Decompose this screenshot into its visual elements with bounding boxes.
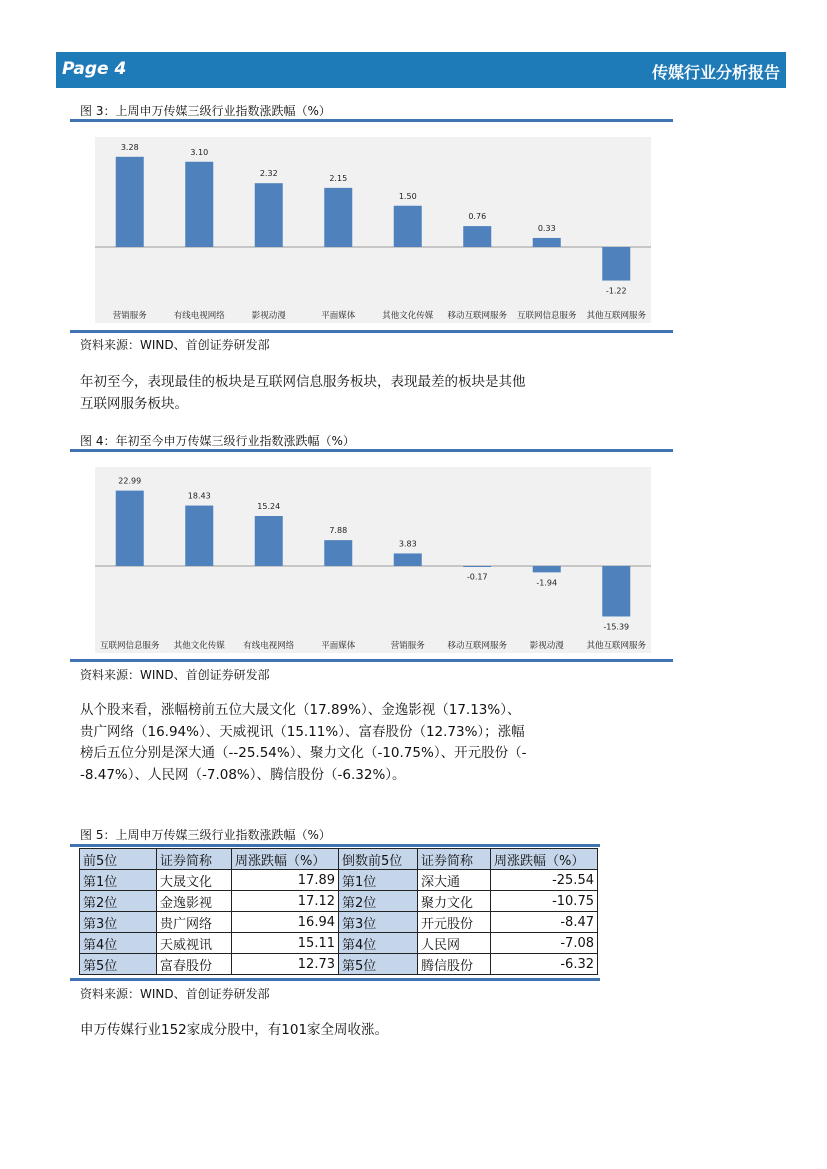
data-label-2: 18.43 (187, 491, 211, 501)
category-label-3: 影视动漫 (251, 311, 286, 321)
figure5-source: 资料来源：WIND、首创证券研发部 (80, 987, 270, 1001)
top-rank-cell: 第1位 (80, 870, 157, 891)
data-label-5: 3.83 (398, 539, 417, 549)
figure3-top-rule (70, 119, 673, 122)
category-label-2: 其他文化传媒 (173, 641, 225, 651)
top-rank-cell: 第5位 (80, 954, 157, 975)
header-bottom5-change: 周涨跌幅（%） (491, 849, 598, 870)
top-name-cell: 贵广网络 (157, 912, 232, 933)
category-label-5: 其他文化传媒 (382, 311, 434, 321)
figure5-bottom-rule (70, 978, 600, 981)
top-change-cell: 15.11 (232, 933, 339, 954)
category-label-4: 平面媒体 (321, 311, 356, 321)
bottom-name-cell: 聚力文化 (418, 891, 491, 912)
data-label-6: -0.17 (466, 572, 488, 582)
stock-ranking-table (79, 848, 598, 975)
bottom-change-cell: -6.32 (491, 954, 598, 975)
top-rank-cell: 第2位 (80, 891, 157, 912)
category-label-6: 移动互联网服务 (447, 311, 508, 321)
paragraph-stock-summary: 从个股来看，涨幅榜前五位大晟文化（17.89%）、金逸影视（17.13%）、贵广网络（16.94%）、天威视讯（15.11%）、富春股份（12.73%）；涨幅榜后五位分别是深大通（--25.54%）、聚力文化（-10.75%）、开元股份（--8.47%）、人民网（-7.08%）、腾信股份（-6.32%）。 (80, 702, 527, 783)
data-label-7: -1.94 (536, 578, 558, 588)
table-row (80, 870, 598, 891)
bar-3 (255, 516, 283, 566)
figure4-title: 图 4：年初至今申万传媒三级行业指数涨跌幅（%） (80, 434, 355, 448)
bar-6 (463, 566, 491, 567)
data-label-3: 15.24 (257, 502, 281, 512)
data-label-1: 3.28 (120, 142, 139, 152)
category-label-1: 营销服务 (112, 311, 147, 321)
data-label-8: -1.22 (605, 286, 627, 296)
data-label-7: 0.33 (537, 223, 556, 233)
bottom-rank-cell: 第3位 (339, 912, 418, 933)
header-top5-rank: 前5位 (80, 849, 157, 870)
category-label-8: 其他互联网服务 (586, 641, 647, 651)
bottom-name-cell: 人民网 (418, 933, 491, 954)
data-label-2: 3.10 (190, 147, 209, 157)
figure4-bottom-rule (70, 659, 673, 662)
top-rank-cell: 第4位 (80, 933, 157, 954)
data-label-5: 1.50 (398, 191, 417, 201)
top-change-cell: 12.73 (232, 954, 339, 975)
category-label-5: 营销服务 (390, 641, 425, 651)
top-name-cell: 富春股份 (157, 954, 232, 975)
figure3-title: 图 3：上周申万传媒三级行业指数涨跌幅（%） (80, 104, 331, 118)
category-label-7: 影视动漫 (529, 641, 564, 651)
data-label-6: 0.76 (468, 212, 487, 222)
figure4-source: 资料来源：WIND、首创证券研发部 (80, 668, 270, 682)
bar-7 (533, 566, 561, 572)
page-header (56, 52, 786, 88)
table-row (80, 933, 598, 954)
bar-5 (394, 553, 422, 566)
data-label-3: 2.32 (259, 169, 278, 179)
bar-5 (394, 206, 422, 247)
bottom-change-cell: -25.54 (491, 870, 598, 891)
bottom-rank-cell: 第5位 (339, 954, 418, 975)
top-name-cell: 金逸影视 (157, 891, 232, 912)
bottom-name-cell: 腾信股份 (418, 954, 491, 975)
top-name-cell: 天威视讯 (157, 933, 232, 954)
bar-1 (116, 491, 144, 566)
table-header-row (80, 849, 598, 870)
bottom-change-cell: -10.75 (491, 891, 598, 912)
bar-6 (463, 226, 491, 247)
bottom-rank-cell: 第2位 (339, 891, 418, 912)
category-label-1: 互联网信息服务 (99, 641, 160, 651)
data-label-1: 22.99 (118, 476, 142, 486)
category-label-6: 移动互联网服务 (447, 641, 508, 651)
bottom-name-cell: 开元股份 (418, 912, 491, 933)
bar-2 (185, 162, 213, 247)
table-row (80, 912, 598, 933)
header-bottom5-name: 证券简称 (418, 849, 491, 870)
category-label-8: 其他互联网服务 (586, 311, 647, 321)
category-label-3: 有线电视网络 (243, 641, 295, 651)
figure5-top-rule (70, 844, 600, 847)
figure3-bottom-rule (70, 330, 673, 333)
data-label-8: -15.39 (603, 622, 630, 632)
bar-8 (602, 566, 630, 616)
figure3-chart (95, 137, 651, 323)
header-top5-change: 周涨跌幅（%） (232, 849, 339, 870)
figure4-chart (95, 467, 651, 653)
bar-4 (324, 540, 352, 566)
paragraph-constituents: 申万传媒行业152家成分股中，有101家全周收涨。 (80, 1022, 389, 1038)
figure3-source: 资料来源：WIND、首创证券研发部 (80, 338, 270, 352)
bottom-change-cell: -7.08 (491, 933, 598, 954)
data-label-4: 7.88 (329, 526, 348, 536)
category-label-2: 有线电视网络 (173, 311, 225, 321)
page-number: Page 4 (62, 59, 127, 79)
data-label-4: 2.15 (329, 173, 348, 183)
figure5-title: 图 5：上周申万传媒三级行业指数涨跌幅（%） (80, 828, 331, 842)
bar-1 (116, 157, 144, 247)
report-title: 传媒行业分析报告 (651, 63, 780, 82)
bar-8 (602, 247, 630, 281)
bottom-rank-cell: 第4位 (339, 933, 418, 954)
top-change-cell: 17.89 (232, 870, 339, 891)
table-row (80, 954, 598, 975)
bar-2 (185, 506, 213, 566)
figure4-top-rule (70, 449, 673, 452)
header-bottom5-rank: 倒数前5位 (339, 849, 418, 870)
category-label-4: 平面媒体 (321, 641, 356, 651)
top-change-cell: 16.94 (232, 912, 339, 933)
bar-4 (324, 188, 352, 247)
bar-3 (255, 183, 283, 247)
category-label-7: 互联网信息服务 (516, 311, 577, 321)
paragraph-ytd-summary: 年初至今，表现最佳的板块是互联网信息服务板块，表现最差的板块是其他互联网服务板块。 (80, 374, 526, 412)
bottom-name-cell: 深大通 (418, 870, 491, 891)
bar-7 (533, 238, 561, 247)
bottom-change-cell: -8.47 (491, 912, 598, 933)
top-rank-cell: 第3位 (80, 912, 157, 933)
top-change-cell: 17.12 (232, 891, 339, 912)
table-row (80, 891, 598, 912)
header-top5-name: 证券简称 (157, 849, 232, 870)
top-name-cell: 大晟文化 (157, 870, 232, 891)
bottom-rank-cell: 第1位 (339, 870, 418, 891)
